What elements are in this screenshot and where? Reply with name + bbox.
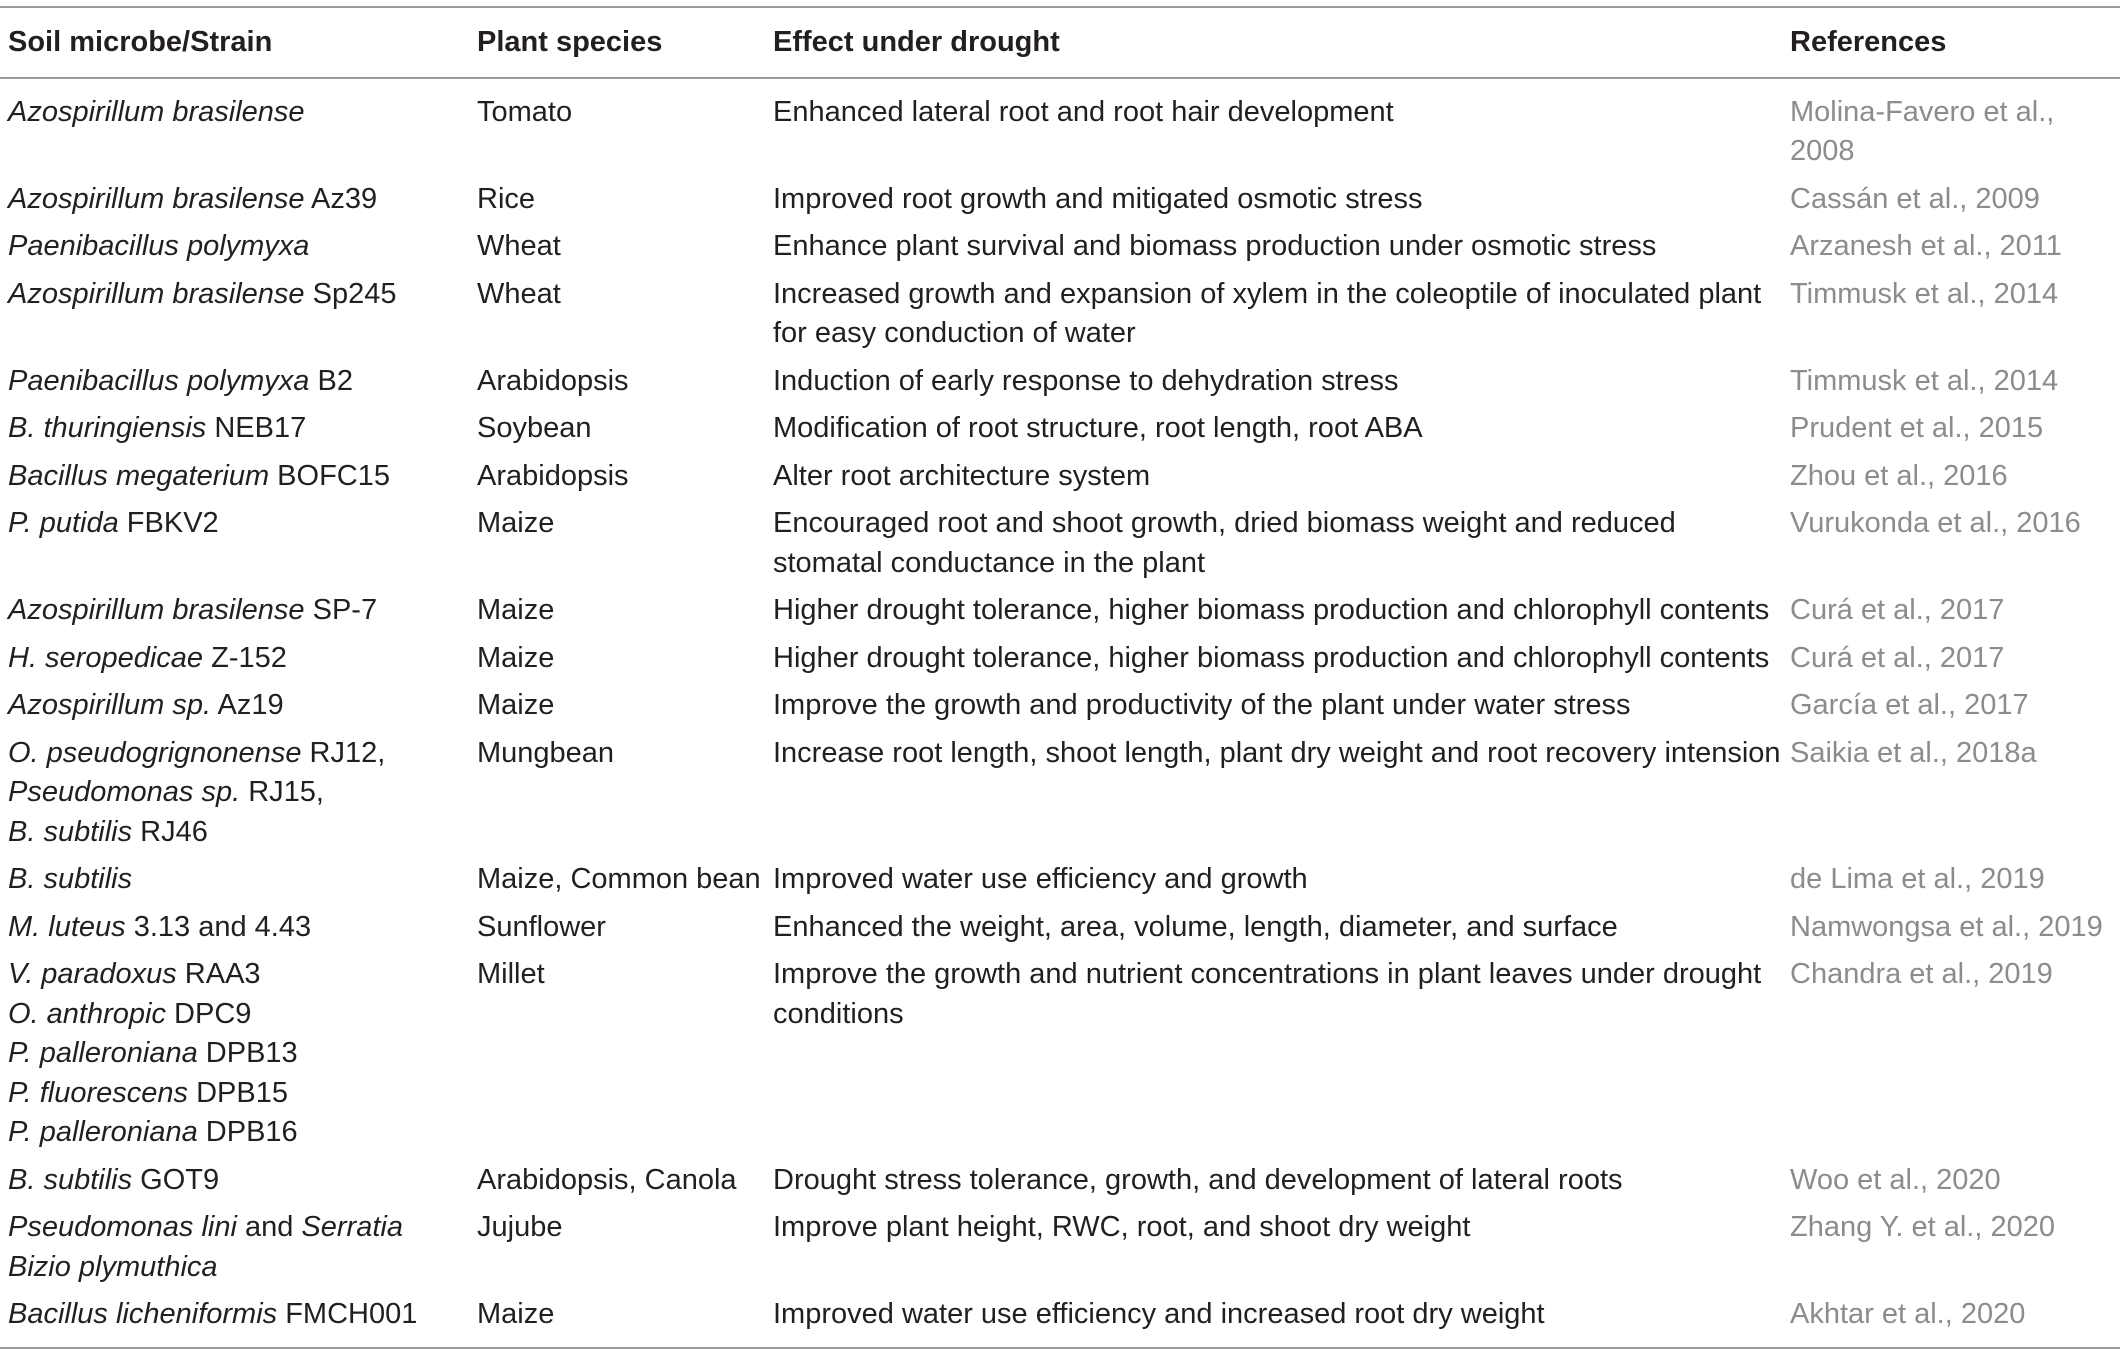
microbe-line — [8, 734, 469, 774]
cell-soil-microbe — [0, 362, 469, 410]
microbe-name: P. palleroniana — [8, 1116, 198, 1148]
cell-plant-species: Arabidopsis — [477, 459, 629, 492]
microbe-line — [8, 504, 469, 544]
cell-reference: Molina-Favero et al., 2008 — [1790, 95, 2055, 167]
cell-effect: Increased growth and expansion of xylem in the coleoptile of inoculated plant for easy conduction of water — [773, 277, 1762, 349]
microbe-line — [8, 457, 469, 497]
table-row — [0, 955, 2120, 1161]
strain-code: DPB16 — [197, 1116, 298, 1148]
microbe-name: Azospirillum brasilense — [8, 277, 305, 310]
cell-reference: Woo et al., 2020 — [1790, 1163, 2001, 1196]
cell-plant-species: Arabidopsis, Canola — [477, 1163, 737, 1196]
strain-code: SP-7 — [304, 594, 378, 626]
cell-effect: Modification of root structure, root length, root ABA — [773, 412, 1423, 444]
microbe-name: Serratia Bizio plymuthica — [8, 1211, 403, 1283]
microbe-line — [8, 93, 469, 133]
cell-reference: Namwongsa et al., 2019 — [1790, 910, 2103, 943]
strain-code: RAA3 — [176, 958, 261, 990]
microbe-name: H. seropedicae — [8, 641, 204, 674]
cell-effect: Alter root architecture system — [773, 459, 1151, 492]
microbe-line — [8, 180, 469, 220]
microbe-name: M. luteus — [8, 910, 126, 943]
cell-effect: Induction of early response to dehydration stress — [773, 364, 1399, 397]
cell-soil-microbe — [0, 734, 469, 861]
header-soil-microbe: Soil microbe/Strain — [0, 7, 469, 78]
microbe-line — [8, 1034, 469, 1074]
microbe-name: P. fluorescens — [8, 1076, 189, 1109]
microbe-line — [8, 591, 469, 631]
table-row — [0, 180, 2120, 228]
microbe-name: Azospirillum brasilense — [8, 594, 305, 626]
strain-code: 3.13 and 4.43 — [125, 910, 312, 943]
cell-soil-microbe — [0, 1295, 469, 1348]
microbe-line — [8, 773, 469, 813]
microbe-line — [8, 227, 469, 267]
cell-reference: Vurukonda et al., 2016 — [1790, 507, 2081, 539]
cell-plant-species: Maize — [477, 689, 555, 721]
cell-effect: Enhanced the weight, area, volume, length, diameter, and surface — [773, 910, 1618, 943]
cell-reference: Akhtar et al., 2020 — [1782, 1295, 2120, 1348]
table-row — [0, 686, 2120, 734]
cell-reference: Chandra et al., 2019 — [1790, 958, 2053, 990]
microbe-line — [8, 1161, 469, 1201]
microbe-name: Azospirillum sp. — [8, 689, 212, 721]
header-plant-species: Plant species — [469, 7, 765, 78]
cell-soil-microbe — [0, 180, 469, 228]
table-row — [0, 275, 2120, 362]
table-row — [0, 457, 2120, 505]
cell-reference: Zhou et al., 2016 — [1790, 459, 2008, 492]
cell-effect: Higher drought tolerance, higher biomass production and chlorophyll contents — [773, 594, 1770, 626]
cell-plant-species: Jujube — [477, 1211, 563, 1243]
cell-soil-microbe — [0, 78, 469, 180]
microbe-name: Azospirillum brasilense — [8, 182, 305, 215]
cell-effect: Encouraged root and shoot growth, dried biomass weight and reduced stomatal conductance in the plant — [773, 507, 1676, 579]
table-row — [0, 227, 2120, 275]
cell-reference: Cassán et al., 2009 — [1790, 182, 2040, 215]
table-row — [0, 908, 2120, 956]
microbe-name: P. putida — [8, 507, 119, 539]
cell-plant-species: Wheat — [477, 230, 561, 262]
cell-reference: de Lima et al., 2019 — [1790, 863, 2045, 895]
cell-effect: Enhance plant survival and biomass production under osmotic stress — [773, 230, 1657, 262]
strain-code: Az19 — [211, 689, 284, 721]
header-references: References — [1782, 7, 2120, 78]
cell-effect: Improve the growth and productivity of the plant under water stress — [773, 689, 1631, 721]
cell-soil-microbe — [0, 504, 469, 591]
cell-soil-microbe — [0, 457, 469, 505]
cell-plant-species: Tomato — [477, 95, 573, 128]
cell-plant-species: Maize — [469, 1295, 765, 1348]
microbe-name: Pseudomonas lini — [8, 1211, 237, 1243]
cell-plant-species: Rice — [477, 182, 536, 215]
table-row — [0, 591, 2120, 639]
table-row — [0, 639, 2120, 687]
cell-plant-species: Wheat — [477, 277, 561, 310]
table-row — [0, 1295, 2120, 1348]
microbe-line — [8, 1295, 469, 1335]
cell-soil-microbe — [0, 227, 469, 275]
strain-code: DPB15 — [188, 1076, 288, 1109]
cell-effect: Improved water use efficiency and growth — [773, 863, 1308, 895]
cell-soil-microbe — [0, 409, 469, 457]
cell-reference: Timmusk et al., 2014 — [1790, 364, 2059, 397]
microbe-line — [8, 1113, 469, 1153]
cell-reference: Curá et al., 2017 — [1790, 594, 2005, 626]
microbe-line — [8, 995, 469, 1035]
microbe-line — [8, 813, 469, 853]
cell-reference: Prudent et al., 2015 — [1790, 412, 2044, 444]
strain-code: DPB13 — [197, 1037, 298, 1069]
microbe-line — [8, 908, 469, 948]
microbe-line — [8, 1208, 469, 1287]
cell-soil-microbe — [0, 1208, 469, 1295]
cell-effect: Improve plant height, RWC, root, and shoot dry weight — [773, 1211, 1471, 1243]
cell-plant-species: Sunflower — [477, 910, 606, 943]
cell-reference: García et al., 2017 — [1790, 689, 2029, 721]
cell-reference: Saikia et al., 2018a — [1790, 736, 2037, 769]
microbe-name: O. anthropic — [8, 997, 166, 1030]
microbe-name: P. palleroniana — [8, 1037, 198, 1069]
cell-plant-species: Maize, Common bean — [477, 863, 761, 895]
cell-soil-microbe — [0, 860, 469, 908]
table-row — [0, 362, 2120, 410]
microbe-line — [8, 686, 469, 726]
cell-reference: Arzanesh et al., 2011 — [1790, 230, 2062, 262]
microbe-name: Bacillus licheniformis — [8, 1298, 278, 1330]
cell-plant-species: Maize — [477, 507, 555, 539]
strain-code: BOFC15 — [269, 459, 390, 492]
strain-code: GOT9 — [132, 1163, 220, 1196]
microbe-name: O. pseudogrignonense — [8, 736, 302, 769]
cell-reference: Zhang Y. et al., 2020 — [1790, 1211, 2055, 1243]
cell-soil-microbe — [0, 591, 469, 639]
cell-effect: Improved root growth and mitigated osmotic stress — [773, 182, 1423, 215]
microbe-name: Paenibacillus polymyxa — [8, 230, 310, 262]
microbe-line — [8, 1074, 469, 1114]
cell-effect: Enhanced lateral root and root hair development — [773, 95, 1394, 128]
microbe-line — [8, 275, 469, 315]
microbe-name: B. subtilis — [8, 863, 133, 895]
microbe-line — [8, 362, 469, 402]
cell-soil-microbe — [0, 908, 469, 956]
microbe-name: B. thuringiensis — [8, 412, 207, 444]
strain-code: B2 — [309, 364, 353, 397]
microbe-name: Azospirillum brasilense — [8, 95, 305, 128]
table-body — [0, 78, 2120, 1348]
strain-code: FBKV2 — [118, 507, 219, 539]
cell-effect: Higher drought tolerance, higher biomass production and chlorophyll contents — [773, 641, 1770, 674]
microbe-name: B. subtilis — [8, 815, 133, 848]
microbe-name: Pseudomonas sp. — [8, 776, 241, 808]
microbe-name: B. subtilis — [8, 1163, 133, 1196]
table-row — [0, 1208, 2120, 1295]
table-row — [0, 1161, 2120, 1209]
microbe-drought-table — [0, 6, 2120, 1349]
strain-code: and — [236, 1211, 302, 1243]
strain-code: RJ15, — [240, 776, 324, 808]
strain-code: NEB17 — [206, 412, 307, 444]
table-row — [0, 860, 2120, 908]
cell-soil-microbe — [0, 639, 469, 687]
strain-code: FMCH001 — [277, 1298, 418, 1330]
strain-code: Az39 — [304, 182, 378, 215]
strain-code: Sp245 — [304, 277, 397, 310]
cell-plant-species: Maize — [477, 641, 555, 674]
microbe-line — [8, 409, 469, 449]
microbe-line — [8, 955, 469, 995]
strain-code: RJ46 — [132, 815, 208, 848]
strain-code: DPC9 — [165, 997, 252, 1030]
cell-plant-species: Soybean — [477, 412, 592, 444]
strain-code: RJ12, — [301, 736, 386, 769]
cell-plant-species: Mungbean — [477, 736, 615, 769]
cell-effect: Increase root length, shoot length, plant dry weight and root recovery intension — [773, 736, 1781, 769]
microbe-name: Paenibacillus polymyxa — [8, 364, 310, 397]
cell-soil-microbe — [0, 955, 469, 1161]
cell-soil-microbe — [0, 1161, 469, 1209]
cell-reference: Curá et al., 2017 — [1790, 641, 2005, 674]
cell-plant-species: Millet — [477, 958, 545, 990]
cell-effect: Improved water use efficiency and increased root dry weight — [765, 1295, 1782, 1348]
cell-soil-microbe — [0, 686, 469, 734]
microbe-line — [8, 639, 469, 679]
table-row — [0, 78, 2120, 180]
cell-effect: Improve the growth and nutrient concentrations in plant leaves under drought conditions — [773, 958, 1762, 1030]
table-row — [0, 504, 2120, 591]
table-row — [0, 409, 2120, 457]
table-row — [0, 734, 2120, 861]
microbe-line — [8, 860, 469, 900]
cell-plant-species: Arabidopsis — [477, 364, 629, 397]
header-row — [0, 7, 2120, 78]
microbe-name: V. paradoxus — [8, 958, 177, 990]
microbe-name: Bacillus megaterium — [8, 459, 270, 492]
strain-code: Z-152 — [203, 641, 287, 674]
cell-soil-microbe — [0, 275, 469, 362]
cell-effect: Drought stress tolerance, growth, and development of lateral roots — [773, 1163, 1623, 1196]
header-effect: Effect under drought — [765, 7, 1782, 78]
cell-reference: Timmusk et al., 2014 — [1790, 277, 2059, 310]
cell-plant-species: Maize — [477, 594, 555, 626]
